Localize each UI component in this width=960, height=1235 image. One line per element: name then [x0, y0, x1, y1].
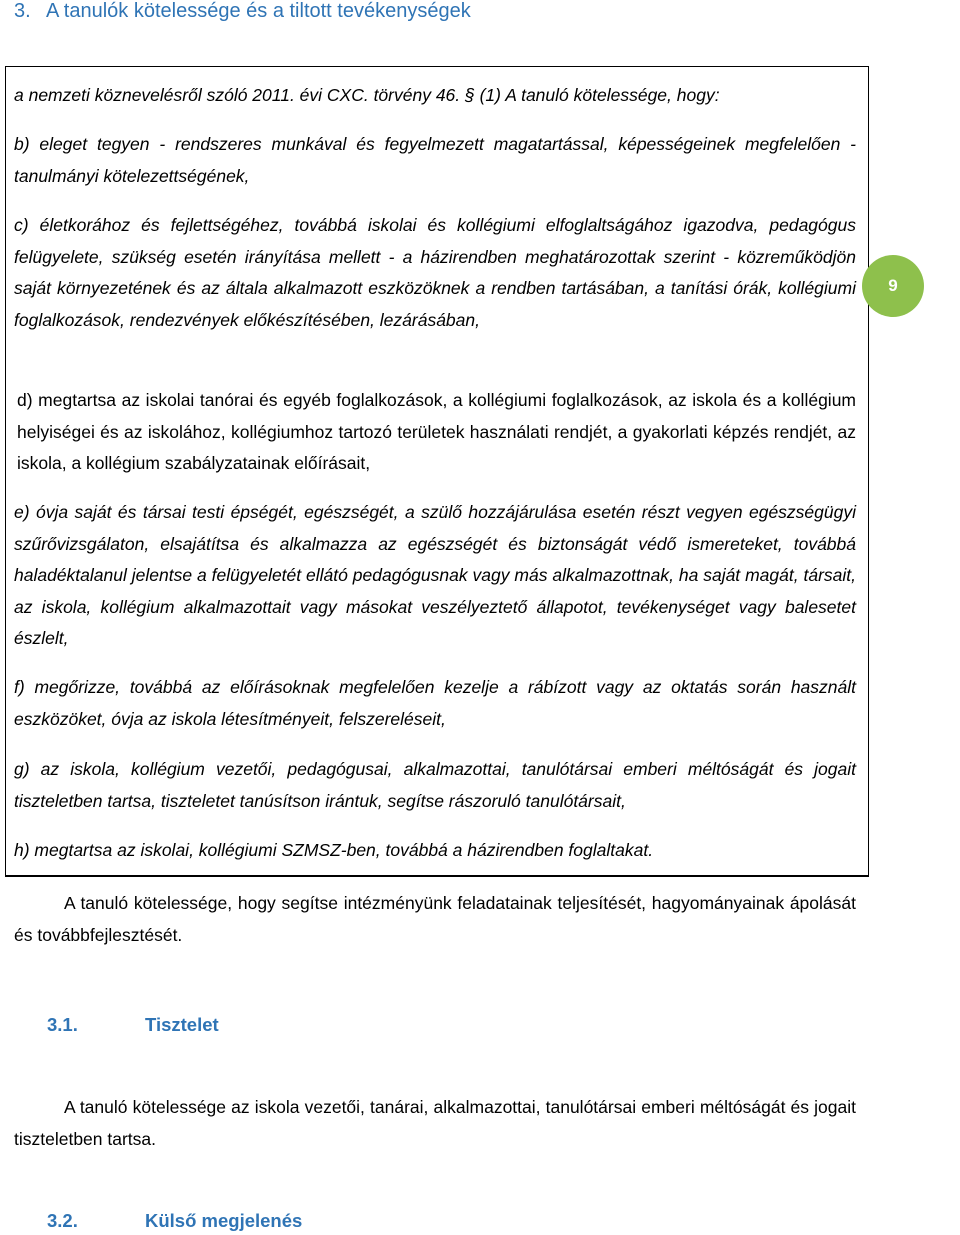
law-item-h: h) megtartsa az iskolai, kollégiumi SZMSZ-ben, továbbá a házirendben foglaltakat. — [14, 840, 654, 860]
section-number: 3. — [14, 0, 31, 22]
section-title: A tanulók kötelessége és a tiltott tevékenységek — [46, 0, 471, 22]
law-item-g: g) az iskola, kollégium vezetői, pedagógusai, alkalmazottai, tanulótársai emberi méltóságát és jogait tiszteletben tartsa, tiszteletet tanúsítson irántuk, segítse rászoruló tanulótársait, — [14, 759, 856, 811]
law-item-b: b) eleget tegyen - rendszeres munkával és fegyelmezett magatartással, képességeinek megfelelően - tanulmányi kötelezettségének, — [14, 134, 856, 186]
page-number-badge: 9 — [862, 255, 924, 317]
subsection-number: 3.2. — [47, 1210, 78, 1231]
paragraph-duty: A tanuló kötelessége, hogy segítse intézményünk feladatainak teljesítését, hagyományainak ápolását és továbbfejlesztését. — [14, 893, 856, 945]
law-intro: a nemzeti köznevelésről szóló 2011. évi CXC. törvény 46. § (1) A tanuló kötelessége, hogy: — [14, 85, 720, 105]
section-heading — [14, 0, 471, 23]
subsection-heading-appearance — [47, 1210, 302, 1232]
law-item-e: e) óvja saját és társai testi épségét, egészségét, a szülő hozzájárulása esetén részt vegyen egészségügyi szűrővizsgálaton, elsajátítsa és alkalmazza az egészségét és biztonságát védő ismereteket, továbbá haladéktalanul jelentse a felügyeletét ellátó pedagógusnak vagy más alkalmazottnak, ha saját magát, társait, az iskola, kollégium alkalmazottait vagy másokat veszélyeztető állapotot, tevékenységet vagy balesetet észlelt, — [14, 502, 856, 648]
paragraph-respect: A tanuló kötelessége az iskola vezetői, tanárai, alkalmazottai, tanulótársai emberi méltóságát és jogait tiszteletben tartsa. — [14, 1097, 856, 1149]
subsection-heading-respect — [47, 1014, 219, 1036]
law-item-f: f) megőrizze, továbbá az előírásoknak megfelelően kezelje a rábízott vagy az oktatás során használt eszközöket, óvja az iskola létesítményeit, felszereléseit, — [14, 677, 856, 729]
law-item-d: d) megtartsa az iskolai tanórai és egyéb foglalkozások, a kollégiumi foglalkozások, az iskola és a kollégium helyiségei és az iskolához, kollégiumhoz tartozó területek használati rendjét, a gyakorlati képzés rendjét, az iskola, a kollégium szabályzatainak előírásait, — [17, 390, 856, 473]
subsection-number: 3.1. — [47, 1014, 78, 1035]
law-item-c: c) életkorához és fejlettségéhez, továbbá iskolai és kollégiumi elfoglaltságához igazodva, pedagógus felügyelete, szükség esetén irányítása mellett - a házirendben meghatározottak szerint - közreműködjön saját környezetének és az általa alkalmazott eszközöknek a rendben tartásában, a tanítási órák, kollégiumi foglalkozások, rendezvények előkészítésében, lezárásában, — [14, 215, 856, 330]
subsection-title: Külső megjelenés — [145, 1210, 303, 1231]
subsection-title: Tisztelet — [145, 1014, 219, 1035]
